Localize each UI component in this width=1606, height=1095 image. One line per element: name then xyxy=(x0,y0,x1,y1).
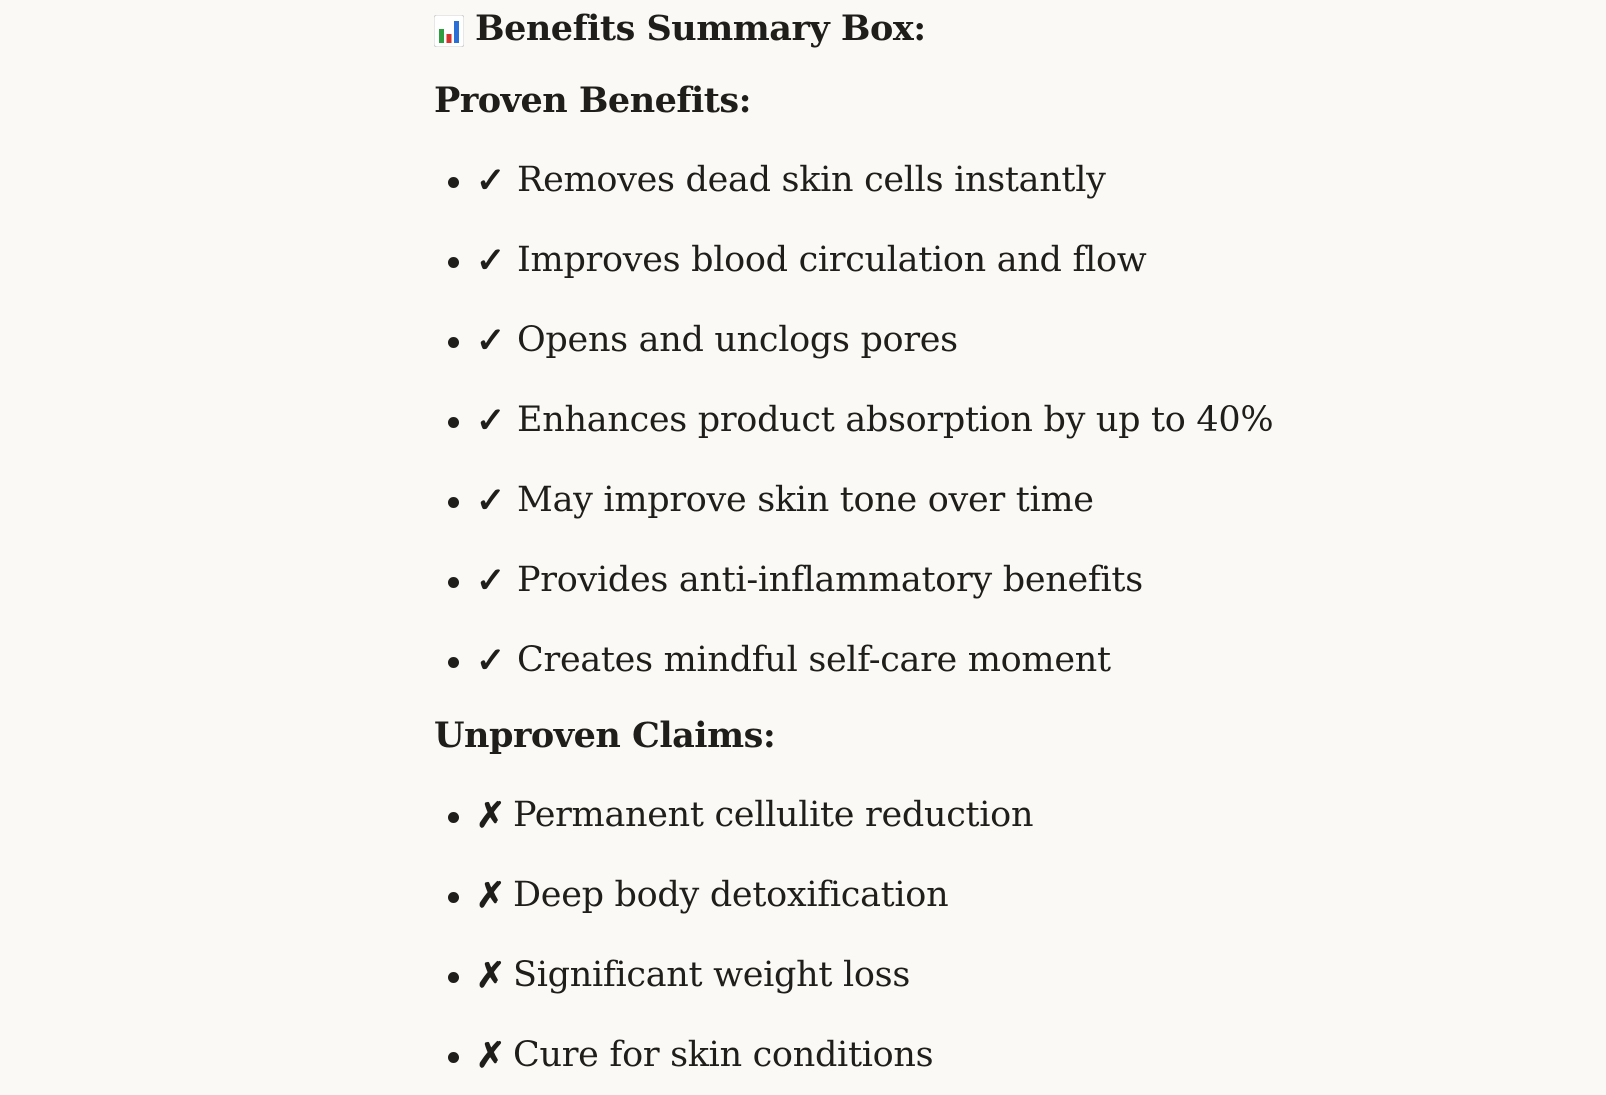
list-item xyxy=(434,620,1273,700)
bullet-icon xyxy=(448,972,459,983)
list-item xyxy=(434,380,1273,460)
cross-mark-icon: ✗ xyxy=(476,874,506,916)
bar-chart-icon xyxy=(434,15,464,47)
list-item xyxy=(434,775,1033,855)
bullet-icon xyxy=(448,892,459,903)
list-item xyxy=(434,540,1273,620)
list-item xyxy=(434,460,1273,540)
cross-mark-icon: ✗ xyxy=(476,1034,506,1076)
cross-mark-icon: ✗ xyxy=(476,794,506,836)
unproven-claims-list xyxy=(434,775,1033,1095)
cross-mark-icon: ✗ xyxy=(476,954,506,996)
bullet-icon xyxy=(448,417,459,428)
page-title xyxy=(434,8,926,49)
proven-benefits-list xyxy=(434,140,1273,700)
title-text: Benefits Summary Box: xyxy=(475,8,926,49)
bullet-icon xyxy=(448,177,459,188)
checkmark-icon: ✓ xyxy=(476,399,506,441)
list-item xyxy=(434,935,1033,1015)
list-item-text: Significant weight loss xyxy=(513,955,910,995)
list-item xyxy=(434,1015,1033,1095)
list-item xyxy=(434,140,1273,220)
list-item-text: Cure for skin conditions xyxy=(513,1035,934,1075)
bullet-icon xyxy=(448,497,459,508)
bullet-icon xyxy=(448,337,459,348)
checkmark-icon: ✓ xyxy=(476,159,506,201)
checkmark-icon: ✓ xyxy=(476,639,506,681)
list-item xyxy=(434,220,1273,300)
bullet-icon xyxy=(448,577,459,588)
bullet-icon xyxy=(448,257,459,268)
list-item xyxy=(434,855,1033,935)
checkmark-icon: ✓ xyxy=(476,479,506,521)
bullet-icon xyxy=(448,812,459,823)
list-item-text: Provides anti-inflammatory benefits xyxy=(517,560,1143,600)
list-item-text: Removes dead skin cells instantly xyxy=(517,160,1106,200)
list-item-text: Opens and unclogs pores xyxy=(517,320,958,360)
list-item-text: Enhances product absorption by up to 40% xyxy=(517,400,1274,440)
checkmark-icon: ✓ xyxy=(476,559,506,601)
list-item xyxy=(434,300,1273,380)
list-item-text: May improve skin tone over time xyxy=(517,480,1094,520)
list-item-text: Creates mindful self-care moment xyxy=(517,640,1111,680)
list-item-text: Permanent cellulite reduction xyxy=(513,795,1034,835)
bullet-icon xyxy=(448,1052,459,1063)
proven-benefits-heading: Proven Benefits: xyxy=(434,80,752,121)
unproven-claims-heading: Unproven Claims: xyxy=(434,715,776,756)
checkmark-icon: ✓ xyxy=(476,239,506,281)
checkmark-icon: ✓ xyxy=(476,319,506,361)
list-item-text: Improves blood circulation and flow xyxy=(517,240,1147,280)
bullet-icon xyxy=(448,657,459,668)
list-item-text: Deep body detoxification xyxy=(513,875,949,915)
